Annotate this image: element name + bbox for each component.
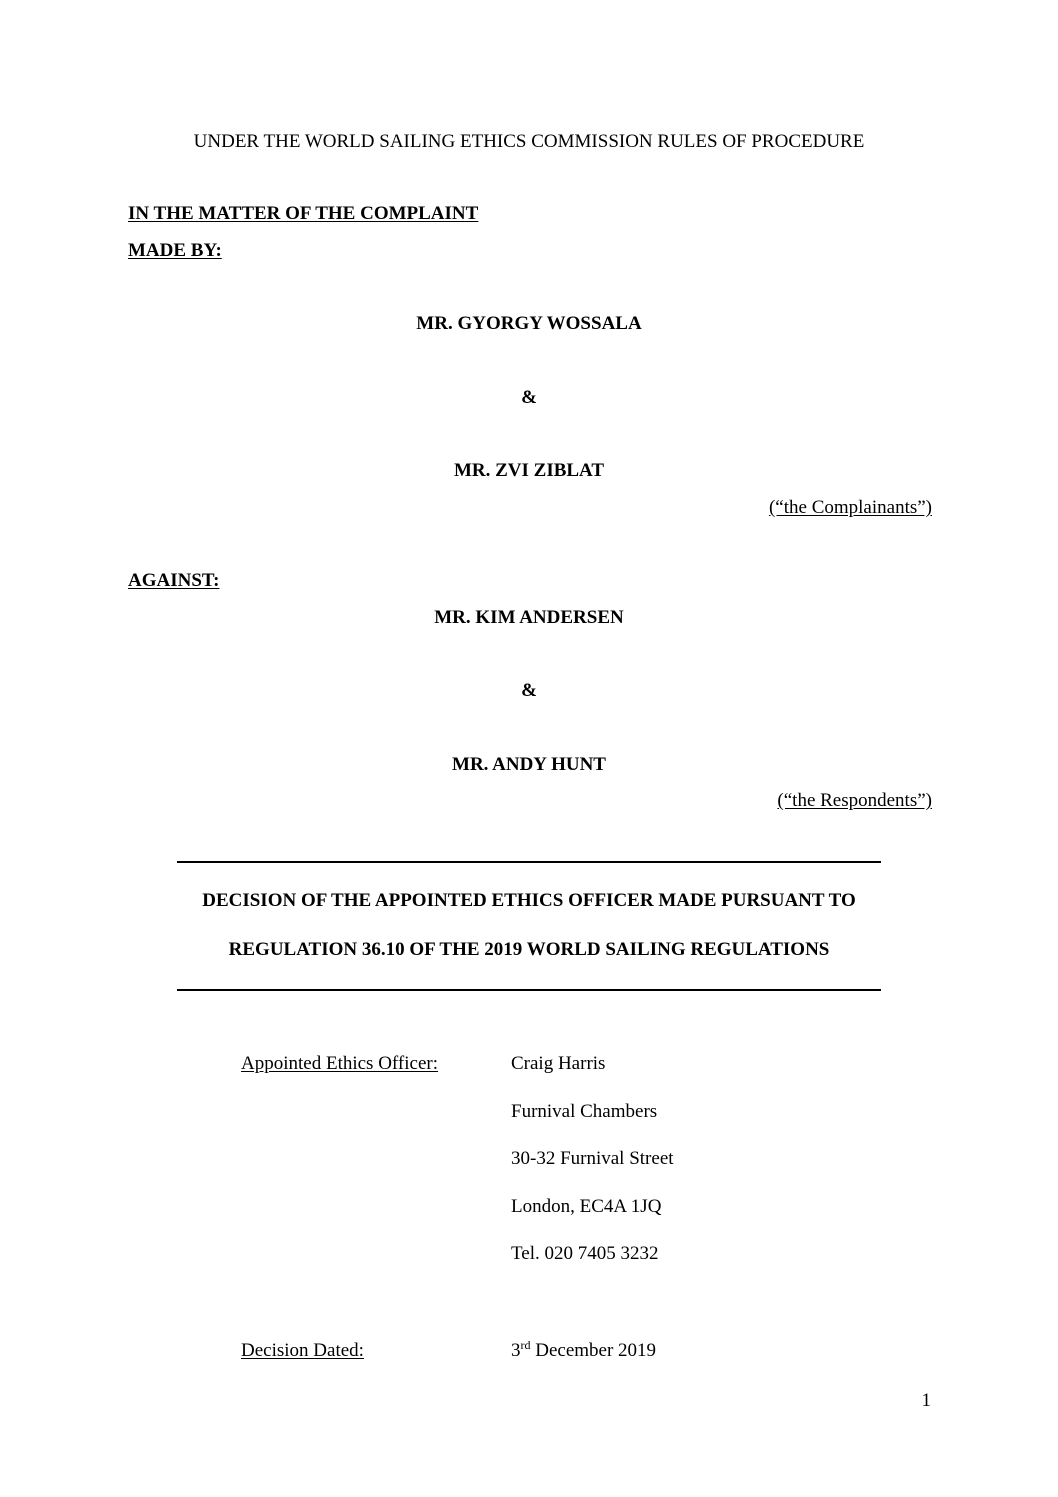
respondent-2-name: MR. ANDY HUNT — [452, 754, 606, 775]
officer-city: London, EC4A 1JQ — [511, 1196, 662, 1217]
complainants-designation: (“the Complainants”) — [768, 497, 932, 518]
made-by-label: MADE BY: — [128, 240, 222, 261]
respondent-1-name: MR. KIM ANDERSEN — [434, 607, 624, 628]
decision-date-rest: December 2019 — [530, 1340, 657, 1361]
officer-label: Appointed Ethics Officer: — [241, 1053, 438, 1074]
officer-street: 30-32 Furnival Street — [511, 1148, 674, 1169]
officer-name: Craig Harris — [511, 1053, 606, 1074]
respondents-designation: (“the Respondents”) — [777, 790, 932, 811]
complainant-2-name: MR. ZVI ZIBLAT — [453, 460, 605, 481]
officer-phone: Tel. 020 7405 3232 — [511, 1243, 659, 1264]
title-rule-top — [177, 861, 881, 863]
against-label: AGAINST: — [128, 570, 220, 591]
officer-chambers: Furnival Chambers — [511, 1101, 658, 1122]
decision-title-line-2: REGULATION 36.10 OF THE 2019 WORLD SAILING REGULATIONS — [228, 939, 830, 960]
decision-date-day: 3 — [511, 1340, 521, 1361]
complainants-ampersand: & — [521, 387, 537, 408]
decision-date-label: Decision Dated: — [241, 1340, 364, 1361]
matter-heading: IN THE MATTER OF THE COMPLAINT — [128, 203, 479, 224]
rules-header: UNDER THE WORLD SAILING ETHICS COMMISSION RULES OF PROCEDURE — [193, 131, 865, 152]
respondents-ampersand: & — [521, 680, 537, 701]
decision-date-value — [511, 1340, 656, 1362]
decision-title-line-1: DECISION OF THE APPOINTED ETHICS OFFICER MADE PURSUANT TO — [202, 890, 856, 911]
complainant-1-name: MR. GYORGY WOSSALA — [416, 313, 642, 334]
decision-date-day-suffix: rd — [520, 1338, 531, 1352]
title-rule-bottom — [177, 989, 881, 991]
page-number: 1 — [921, 1390, 931, 1411]
